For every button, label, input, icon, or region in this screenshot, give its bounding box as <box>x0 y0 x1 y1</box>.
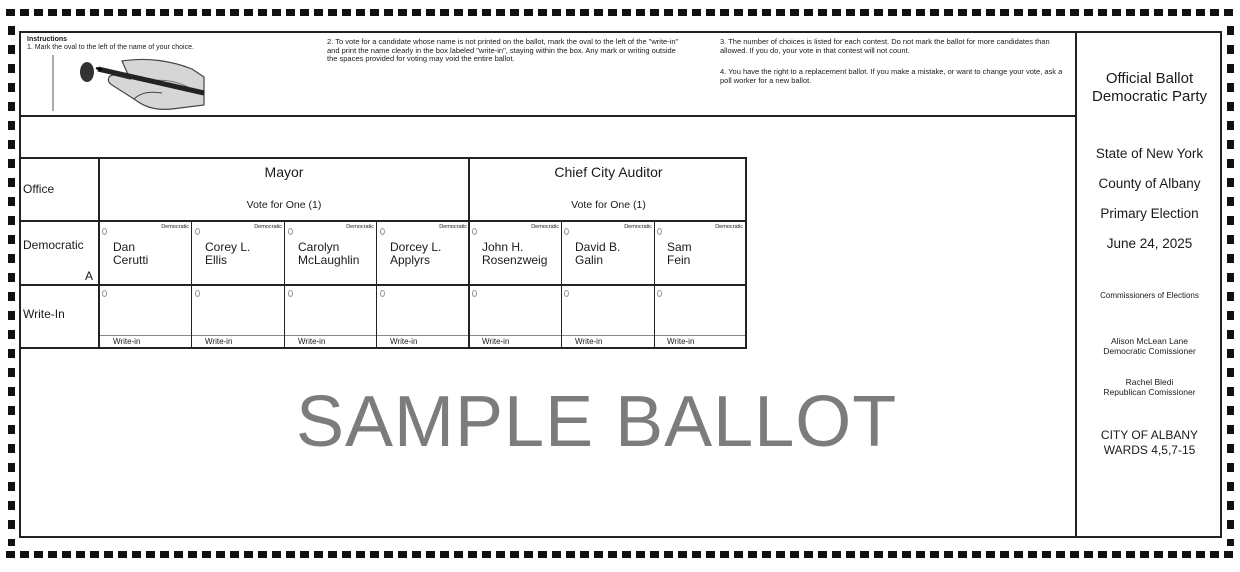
instruction-step-3: 3. The number of choices is listed for each contest. Do not mark the ballot for more candidates than allowed. If you do, your vote in that contest will not count. <box>720 37 1050 55</box>
candidate-oval[interactable] <box>288 228 293 235</box>
candidate-oval[interactable] <box>380 228 385 235</box>
candidate-name: Sam Fein <box>667 240 692 267</box>
official-ballot-title: Official Ballot Democratic Party <box>1091 70 1208 105</box>
commissioners-heading: Commissioners of Elections <box>1100 291 1199 300</box>
candidate-oval[interactable] <box>195 228 200 235</box>
party-tag: Democratic <box>346 224 374 230</box>
republican-commissioner: Rachel Bledi Republican Comissioner <box>1103 377 1196 397</box>
candidate-name: David B. Galin <box>575 240 621 267</box>
row-label-party: Democratic <box>23 238 84 252</box>
sidebar-divider <box>1075 31 1077 538</box>
candidate-name: Corey L. Ellis <box>205 240 251 267</box>
candidate-name: Dorcey L. Applyrs <box>390 240 442 267</box>
contest-title-mayor: Mayor <box>264 164 304 180</box>
county-name: County of Albany <box>1098 176 1201 191</box>
candidate-oval[interactable] <box>102 228 107 235</box>
timing-marks-right <box>1227 26 1234 546</box>
row-party-code: A <box>85 269 94 283</box>
writein-oval[interactable] <box>195 290 200 297</box>
contest-vote-for-auditor: Vote for One (1) <box>571 199 646 211</box>
candidate-oval[interactable] <box>472 228 477 235</box>
contest-grid <box>19 157 747 349</box>
writein-oval[interactable] <box>288 290 293 297</box>
party-tag: Democratic <box>715 224 743 230</box>
timing-marks-bottom <box>6 551 1234 558</box>
party-tag: Democratic <box>161 224 189 230</box>
party-tag: Democratic <box>624 224 652 230</box>
writein-label: Write-in <box>390 337 418 346</box>
contest-vote-for-mayor: Vote for One (1) <box>246 199 322 211</box>
writein-label: Write-in <box>298 337 326 346</box>
timing-marks-left <box>8 26 15 546</box>
instructions-divider <box>19 115 1076 117</box>
writein-oval[interactable] <box>564 290 569 297</box>
sample-ballot-watermark: SAMPLE BALLOT <box>296 382 898 462</box>
instruction-step-1: 1. Mark the oval to the left of the name of your choice. <box>27 44 194 51</box>
candidate-name: Dan Cerutti <box>113 240 149 267</box>
hand-marking-oval-icon <box>52 55 208 111</box>
writein-oval[interactable] <box>102 290 107 297</box>
candidate-name: John H. Rosenzweig <box>482 240 548 267</box>
election-date: June 24, 2025 <box>1106 236 1193 251</box>
democratic-commissioner: Alison McLean Lane Democratic Comissioner <box>1103 336 1196 356</box>
instructions-title: Instructions <box>27 36 68 43</box>
instruction-step-4: 4. You have the right to a replacement ballot. If you make a mistake, or want to change your vote, ask a poll worker for a new ballot. <box>720 67 1063 85</box>
party-tag: Democratic <box>439 224 467 230</box>
candidate-oval[interactable] <box>564 228 569 235</box>
writein-oval[interactable] <box>657 290 662 297</box>
jurisdiction: CITY OF ALBANY WARDS 4,5,7-15 <box>1100 428 1199 457</box>
election-type: Primary Election <box>1100 206 1199 221</box>
writein-label: Write-in <box>205 337 233 346</box>
state-name: State of New York <box>1095 146 1204 161</box>
writein-label: Write-in <box>482 337 510 346</box>
party-tag: Democratic <box>254 224 282 230</box>
writein-label: Write-in <box>667 337 695 346</box>
instruction-step-2: 2. To vote for a candidate whose name is not printed on the ballot, mark the oval to the left of the "write-in" and print the name clearly in the box labeled "write-in", staying within the box. Any mark or writing outside the spaces provided for voting may void the entire ballot. <box>327 37 679 63</box>
writein-oval[interactable] <box>380 290 385 297</box>
party-tag: Democratic <box>531 224 559 230</box>
writein-oval[interactable] <box>472 290 477 297</box>
contest-title-auditor: Chief City Auditor <box>554 164 663 180</box>
writein-label: Write-in <box>113 337 141 346</box>
candidate-name: Carolyn McLaughlin <box>298 240 360 267</box>
row-label-writein: Write-In <box>23 307 65 321</box>
timing-marks-top <box>6 9 1234 16</box>
row-label-office: Office <box>23 182 55 196</box>
writein-label: Write-in <box>575 337 603 346</box>
candidate-oval[interactable] <box>657 228 662 235</box>
